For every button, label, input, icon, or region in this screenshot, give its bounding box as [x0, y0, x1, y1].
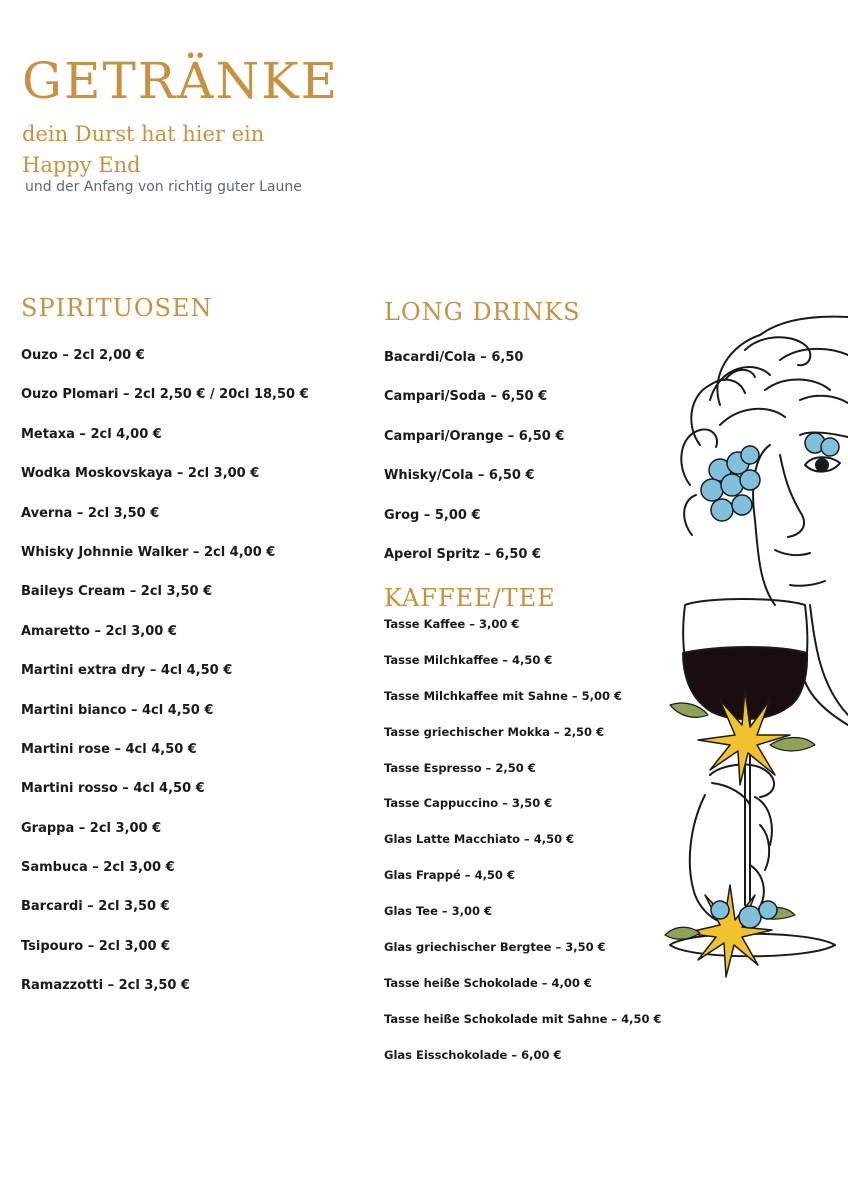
menu-item: Martini rose – 4cl 4,50 € — [21, 741, 197, 757]
page-title: GETRÄNKE — [22, 52, 340, 110]
menu-item: Campari/Orange – 6,50 € — [384, 428, 565, 444]
menu-item: Martini rosso – 4cl 4,50 € — [21, 781, 205, 797]
menu-item: Baileys Cream – 2cl 3,50 € — [21, 584, 213, 600]
menu-item: Grappa – 2cl 3,00 € — [21, 820, 162, 836]
menu-item: Glas Frappé – 4,50 € — [384, 868, 515, 883]
section-title-long-drinks: LONG DRINKS — [384, 298, 581, 326]
menu-item: Sambuca – 2cl 3,00 € — [21, 860, 175, 876]
menu-item: Averna – 2cl 3,50 € — [21, 505, 160, 521]
statue-hair — [681, 317, 848, 535]
menu-item: Tasse Kaffee – 3,00 € — [384, 617, 520, 631]
menu-item: Glas Latte Macchiato – 4,50 € — [384, 832, 575, 847]
menu-item: Campari/Soda – 6,50 € — [384, 389, 548, 405]
menu-item: Tsipouro – 2cl 3,00 € — [21, 938, 171, 954]
menu-item: Martini extra dry – 4cl 4,50 € — [21, 663, 233, 679]
menu-item: Tasse Cappuccino – 3,50 € — [384, 796, 553, 811]
menu-item: Ouzo – 2cl 2,00 € — [21, 348, 145, 363]
menu-item: Amaretto – 2cl 3,00 € — [21, 623, 177, 639]
menu-item: Wodka Moskovskaya – 2cl 3,00 € — [21, 466, 260, 482]
menu-item: Martini bianco – 4cl 4,50 € — [21, 702, 214, 718]
menu-item: Tasse heiße Schokolade – 4,00 € — [384, 975, 592, 990]
menu-item: Ramazzotti – 2cl 3,50 € — [21, 978, 190, 994]
menu-item: Tasse Espresso – 2,50 € — [384, 760, 536, 775]
long-drinks-list — [384, 348, 564, 584]
page-tagline: und der Anfang von richtig guter Laune — [25, 179, 302, 195]
menu-item: Ouzo Plomari – 2cl 2,50 € / 20cl 18,50 € — [21, 387, 309, 403]
menu-item: Whisky/Cola – 6,50 € — [384, 468, 535, 484]
menu-item: Aperol Spritz – 6,50 € — [384, 546, 542, 562]
menu-item: Metaxa – 2cl 4,00 € — [21, 426, 162, 442]
menu-item: Whisky Johnnie Walker – 2cl 4,00 € — [21, 544, 276, 560]
menu-item: Tasse heiße Schokolade mit Sahne – 4,50 € — [384, 1011, 662, 1026]
statue-face — [753, 432, 848, 605]
menu-item: Tasse Milchkaffee mit Sahne – 5,00 € — [384, 688, 623, 703]
section-title-spirituosen: SPIRITUOSEN — [21, 294, 213, 322]
menu-item: Tasse griechischer Mokka – 2,50 € — [384, 724, 605, 739]
section-title-kaffee-tee: KAFFEE/TEE — [384, 584, 556, 612]
menu-item: Bacardi/Cola – 6,50 — [384, 350, 524, 365]
page-subtitle: dein Durst hat hier ein Happy End — [22, 122, 265, 177]
menu-item: Glas Tee – 3,00 € — [384, 904, 493, 919]
menu-item: Barcardi – 2cl 3,50 € — [21, 899, 170, 915]
spirituosen-list — [21, 346, 309, 1016]
menu-item: Grog – 5,00 € — [384, 507, 481, 523]
menu-item: Glas Eisschokolade – 6,00 € — [384, 1047, 562, 1062]
statue-with-wine-glass-icon — [650, 305, 848, 985]
kaffee-tee-list — [384, 615, 662, 1082]
menu-item: Tasse Milchkaffee – 4,50 € — [384, 652, 553, 667]
menu-item: Glas griechischer Bergtee – 3,50 € — [384, 940, 606, 955]
